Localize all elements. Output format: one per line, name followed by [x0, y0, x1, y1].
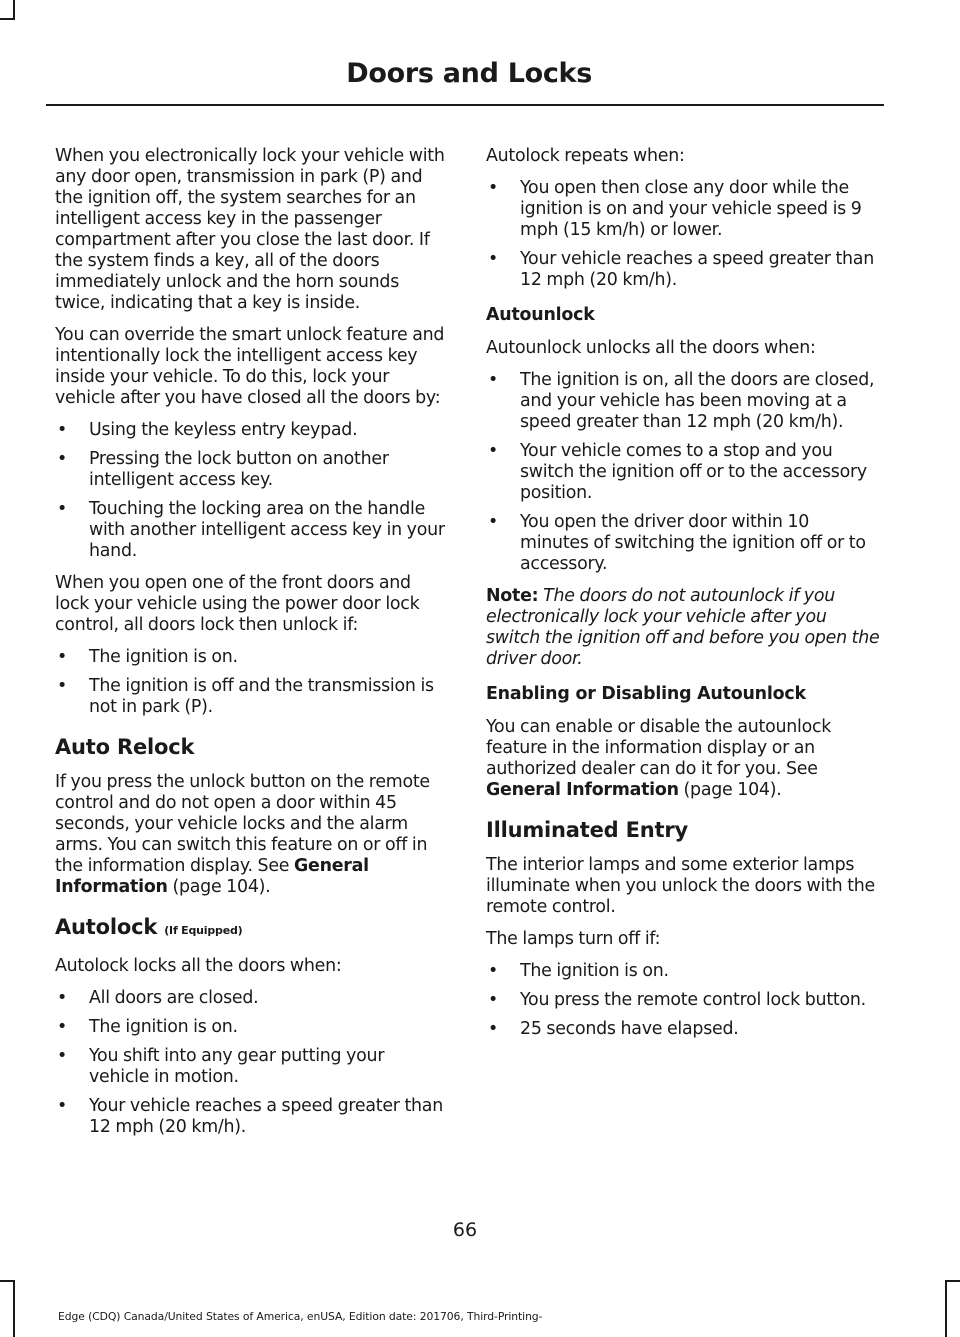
list-item-text: Touching the locking area on the handle with another intelligent access key in your hand.: [89, 499, 445, 561]
crop-mark: [0, 1280, 15, 1282]
enabling-text: You can enable or disable the autounlock feature in the information display or an authorized dealer can do it for you. See: [486, 717, 832, 779]
paragraph: Autolock repeats when:: [486, 146, 685, 166]
crop-mark: [945, 1280, 947, 1337]
list-item-text: Using the keyless entry keypad.: [89, 420, 358, 440]
list-item-text: Your vehicle reaches a speed greater than 12 mph (20 km/h).: [520, 249, 874, 290]
list-item: [486, 441, 880, 504]
autolock-heading-text: Autolock: [55, 915, 158, 939]
paragraph: When you open one of the front doors and lock your vehicle using the power door lock control, all doors lock then unlock if:: [55, 573, 420, 635]
crop-mark: [13, 0, 15, 20]
bullet-icon: •: [57, 647, 68, 667]
paragraph: The interior lamps and some exterior lamps illuminate when you unlock the doors with the remote control.: [486, 855, 876, 917]
page-title: Doors and Locks: [346, 58, 592, 89]
bullet-icon: •: [488, 249, 499, 269]
section-heading-illuminated-entry: Illuminated Entry: [486, 818, 688, 842]
list-item-text: All doors are closed.: [89, 988, 259, 1008]
bullet-list: [55, 420, 448, 562]
list-item-text: You shift into any gear putting your vehicle in motion.: [89, 1046, 385, 1087]
bullet-icon: •: [488, 990, 499, 1010]
footer-edition-info: Edge (CDQ) Canada/United States of America, enUSA, Edition date: 201706, Third-Printing-: [58, 1310, 543, 1323]
list-item: [55, 647, 448, 668]
section-heading-autolock: [55, 914, 448, 944]
list-item-text: Pressing the lock button on another intelligent access key.: [89, 449, 389, 490]
section-heading-auto-relock: Auto Relock: [55, 735, 195, 759]
list-item-text: The ignition is off and the transmission is not in park (P).: [89, 676, 434, 717]
list-item: [55, 1096, 448, 1138]
note: [486, 586, 880, 670]
list-item-text: You open the driver door within 10 minutes of switching the ignition off or to accessory.: [520, 512, 866, 574]
section-heading-enabling-autounlock: Enabling or Disabling Autounlock: [486, 684, 806, 704]
section-heading-autounlock: Autounlock: [486, 305, 595, 325]
bullet-icon: •: [57, 499, 68, 519]
list-item: [486, 370, 880, 433]
paragraph: The lamps turn off if:: [486, 929, 661, 949]
bullet-icon: •: [488, 441, 499, 461]
list-item-text: The ignition is on, all the doors are closed, and your vehicle has been moving at a speed greater than 12 mph (20 km/h).: [520, 370, 875, 432]
paragraph: [55, 772, 448, 898]
paragraph: Autounlock unlocks all the doors when:: [486, 338, 816, 358]
header-divider: [46, 104, 884, 106]
paragraph: You can override the smart unlock feature and intentionally lock the intelligent access key inside your vehicle. To do this, lock your vehicle after you have closed all the doors by:: [55, 325, 445, 408]
bullet-list: [486, 178, 880, 291]
auto-relock-text: If you press the unlock button on the remote control and do not open a door within 45 seconds, your vehicle locks and the alarm arms. You can switch this feature on or off in the information display. See: [55, 772, 430, 876]
paragraph: Autolock locks all the doors when:: [55, 956, 342, 976]
list-item: [55, 1017, 448, 1038]
list-item-text: The ignition is on.: [520, 961, 669, 981]
bullet-icon: •: [57, 676, 68, 696]
bullet-list: [55, 647, 448, 718]
cross-reference-link[interactable]: General Information: [486, 780, 679, 800]
list-item-text: The ignition is on.: [89, 1017, 238, 1037]
list-item: [55, 988, 448, 1009]
list-item: [486, 990, 880, 1011]
bullet-list: [55, 988, 448, 1138]
bullet-icon: •: [488, 1019, 499, 1039]
list-item: [486, 1019, 880, 1040]
note-label: Note:: [486, 586, 539, 606]
list-item: [486, 249, 880, 291]
list-item-text: Your vehicle comes to a stop and you switch the ignition off or to the accessory position.: [520, 441, 867, 503]
list-item: [55, 449, 448, 491]
bullet-list: [486, 961, 880, 1040]
list-item: [486, 512, 880, 575]
bullet-icon: •: [57, 1096, 68, 1116]
bullet-icon: •: [57, 420, 68, 440]
list-item: [55, 676, 448, 718]
list-item-text: The ignition is on.: [89, 647, 238, 667]
equipment-qualifier: (If Equipped): [164, 924, 243, 937]
crop-mark: [13, 1280, 15, 1337]
list-item: [55, 420, 448, 441]
page-number: 66: [452, 1219, 478, 1241]
crop-mark: [0, 18, 15, 20]
bullet-icon: •: [488, 370, 499, 390]
list-item-text: Your vehicle reaches a speed greater than 12 mph (20 km/h).: [89, 1096, 443, 1137]
list-item-text: 25 seconds have elapsed.: [520, 1019, 739, 1039]
cross-reference-link[interactable]: General Information: [55, 856, 369, 897]
page-reference: (page 104).: [172, 877, 271, 897]
paragraph: [486, 717, 880, 801]
crop-mark: [945, 1280, 960, 1282]
list-item: [55, 499, 448, 562]
bullet-icon: •: [488, 961, 499, 981]
right-column: [486, 146, 880, 1051]
left-column: [55, 146, 448, 1149]
bullet-list: [486, 370, 880, 575]
bullet-icon: •: [57, 449, 68, 469]
paragraph: When you electronically lock your vehicle with any door open, transmission in park (P) and the ignition off, the system searches for an intelligent access key in the passenger compartment after you close the last door. If the system finds a key, all of the doors immediately unlock and the horn sounds twice, indicating that a key is inside.: [55, 146, 445, 313]
bullet-icon: •: [488, 178, 499, 198]
note-text: The doors do not autounlock if you electronically lock your vehicle after you switch the ignition off and before you open the driver door.: [486, 586, 880, 669]
bullet-icon: •: [57, 1046, 68, 1066]
list-item-text: You press the remote control lock button.: [520, 990, 866, 1010]
list-item: [486, 178, 880, 241]
bullet-icon: •: [57, 1017, 68, 1037]
page-reference: (page 104).: [683, 780, 782, 800]
list-item: [55, 1046, 448, 1088]
list-item-text: You open then close any door while the ignition is on and your vehicle speed is 9 mph (15 km/h) or lower.: [520, 178, 862, 240]
bullet-icon: •: [488, 512, 499, 532]
list-item: [486, 961, 880, 982]
bullet-icon: •: [57, 988, 68, 1008]
